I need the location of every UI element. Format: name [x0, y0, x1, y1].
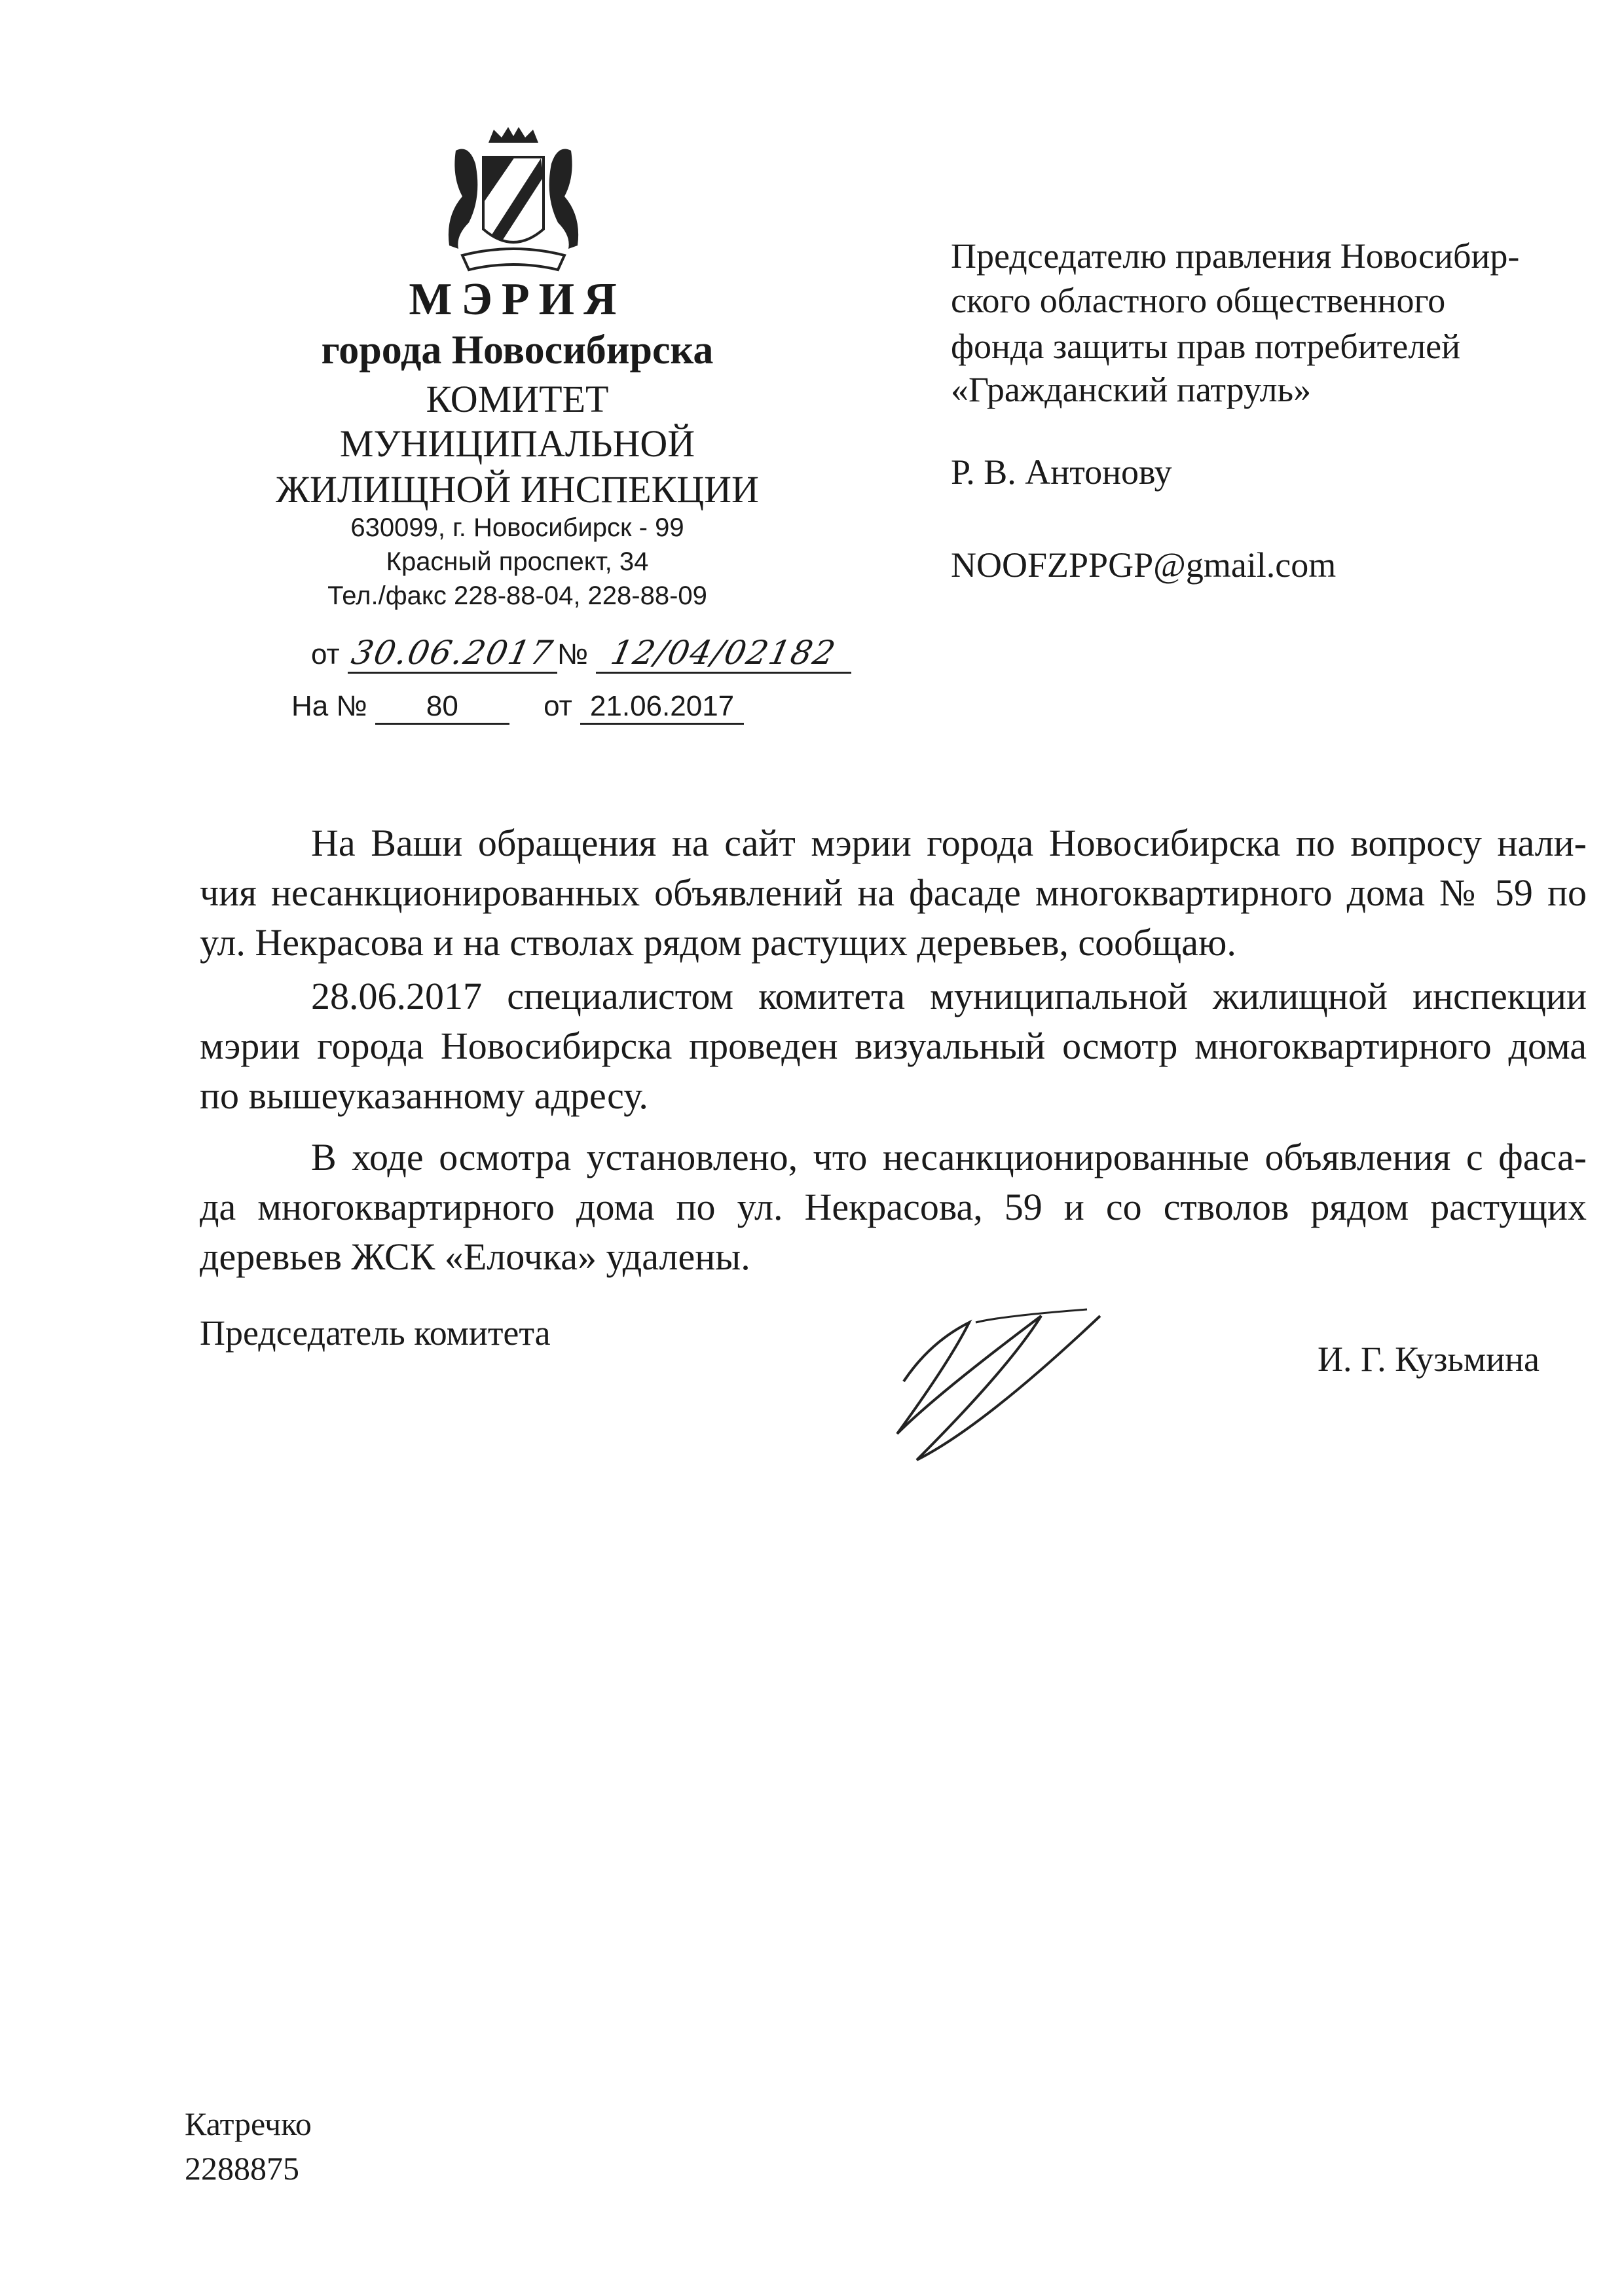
body-line: деревьев ЖСК «Елочка» удалены. [200, 1235, 750, 1278]
executor-phone: 2288875 [185, 2150, 299, 2187]
outgoing-reference [311, 634, 851, 674]
body-paragraph [200, 818, 1587, 968]
number-label: № [557, 638, 589, 670]
committee-line: МУНИЦИПАЛЬНОЙ [339, 422, 695, 465]
body-paragraph [200, 972, 1587, 1121]
reply-date-label: от [544, 690, 572, 722]
address-line: 630099, г. Новосибирск - 99 [350, 513, 684, 542]
address-line: Красный проспект, 34 [386, 547, 649, 576]
incoming-reference [291, 690, 744, 725]
org-title: МЭРИЯ [409, 274, 626, 325]
recipient-line: фонда защиты прав потребителей [951, 327, 1461, 366]
recipient-line: «Гражданский патруль» [951, 370, 1312, 409]
address-line: Тел./факс 228-88-04, 228-88-09 [327, 581, 707, 610]
body-line: 28.06.2017 специалистом комитета муниципальной жилищной инспекции [311, 975, 1587, 1017]
letter-body [200, 818, 1587, 1286]
handwritten-signature [877, 1303, 1113, 1467]
body-line: чия несанкционированных объявлений на фасаде многоквартирного дома № 59 по [200, 871, 1587, 914]
committee-line: КОМИТЕТ [426, 378, 609, 420]
date-label: от [311, 638, 340, 670]
committee-line: ЖИЛИЩНОЙ ИНСПЕКЦИИ [276, 468, 759, 511]
org-city: города Новосибирска [321, 328, 714, 373]
body-line: по вышеуказанному адресу. [200, 1074, 648, 1117]
signatory-position: Председатель комитета [200, 1313, 551, 1353]
body-paragraph [200, 1133, 1587, 1282]
reply-label: На № [291, 690, 367, 722]
outgoing-number: 12/04/02182 [608, 634, 840, 672]
recipient-line: Председателю правления Новосибир- [951, 236, 1520, 276]
coat-of-arms-emblem [443, 124, 584, 275]
executor-name: Катречко [185, 2105, 312, 2142]
body-line: ул. Некрасова и на стволах рядом растущих деревьев, сообщаю. [200, 921, 1236, 964]
body-line: да многоквартирного дома по ул. Некрасова, 59 и со стволов рядом растущих [200, 1186, 1587, 1228]
reply-date: 21.06.2017 [580, 690, 744, 725]
recipient-email: NOOFZPPGP@gmail.com [951, 545, 1337, 585]
body-line: В ходе осмотра установлено, что несанкционированные объявления с фаса- [311, 1136, 1587, 1178]
reply-number: 80 [375, 690, 509, 725]
body-line: мэрии города Новосибирска проведен визуальный осмотр многоквартирного дома [200, 1025, 1587, 1067]
signatory-name: И. Г. Кузьмина [1318, 1339, 1540, 1379]
body-line: На Ваши обращения на сайт мэрии города Новосибирска по вопросу нали- [311, 822, 1587, 864]
recipient-name: Р. В. Антонову [951, 452, 1172, 492]
outgoing-date: 30.06.2017 [348, 634, 557, 672]
recipient-line: ского областного общественного [951, 281, 1446, 320]
